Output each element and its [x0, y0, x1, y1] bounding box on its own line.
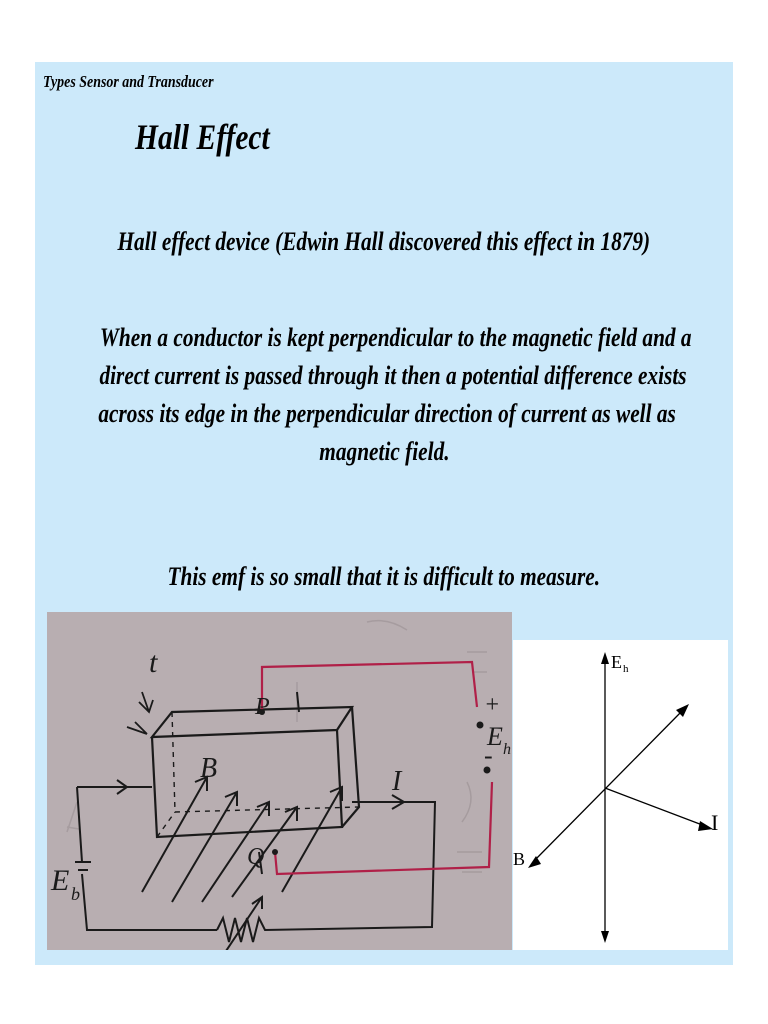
vector-label-eh-sub: h — [623, 663, 629, 675]
vector-label-i: I — [711, 810, 719, 835]
paragraph-line-2: direct current is passed through it then a potential difference exists — [99, 361, 687, 390]
paragraph-line-1: When a conductor is kept perpendicular to the magnetic field and a — [99, 323, 692, 352]
label-i: I — [392, 766, 402, 797]
down-arrowhead — [601, 931, 609, 943]
definition-paragraph — [35, 319, 733, 471]
vector-drawing — [513, 640, 728, 950]
slide-header: Types Sensor and Transducer — [43, 72, 214, 91]
label-plus: + — [484, 692, 501, 718]
label-p: P — [255, 694, 270, 720]
label-eb: E — [51, 864, 70, 897]
label-minus: - — [484, 741, 493, 770]
slide-title: Hall Effect — [135, 117, 270, 157]
paragraph-line-3: across its edge in the perpendicular direction of current as well as — [98, 399, 676, 428]
sketch-drawing — [47, 612, 512, 950]
note — [35, 562, 733, 592]
vector-label-b: B — [513, 849, 526, 869]
vector-diagram — [513, 640, 728, 950]
paragraph-line-4: magnetic field. — [318, 437, 450, 466]
label-b: B — [200, 753, 218, 784]
subtitle — [35, 227, 733, 257]
subtitle-text: Hall effect device (Edwin Hall discovered this effect in 1879) — [117, 227, 651, 256]
slide — [35, 62, 733, 965]
b-arrowhead — [528, 856, 541, 868]
vector-label-eh: E — [611, 652, 622, 672]
eh-arrowhead — [601, 652, 609, 664]
hall-effect-sketch — [47, 612, 512, 950]
label-eh-sub: h — [503, 741, 511, 758]
label-t: t — [149, 646, 158, 679]
label-q: Q — [247, 844, 265, 870]
note-text: This emf is so small that it is difficult to measure. — [167, 562, 601, 591]
label-eh: E — [487, 722, 503, 751]
label-eb-sub: b — [71, 884, 80, 904]
